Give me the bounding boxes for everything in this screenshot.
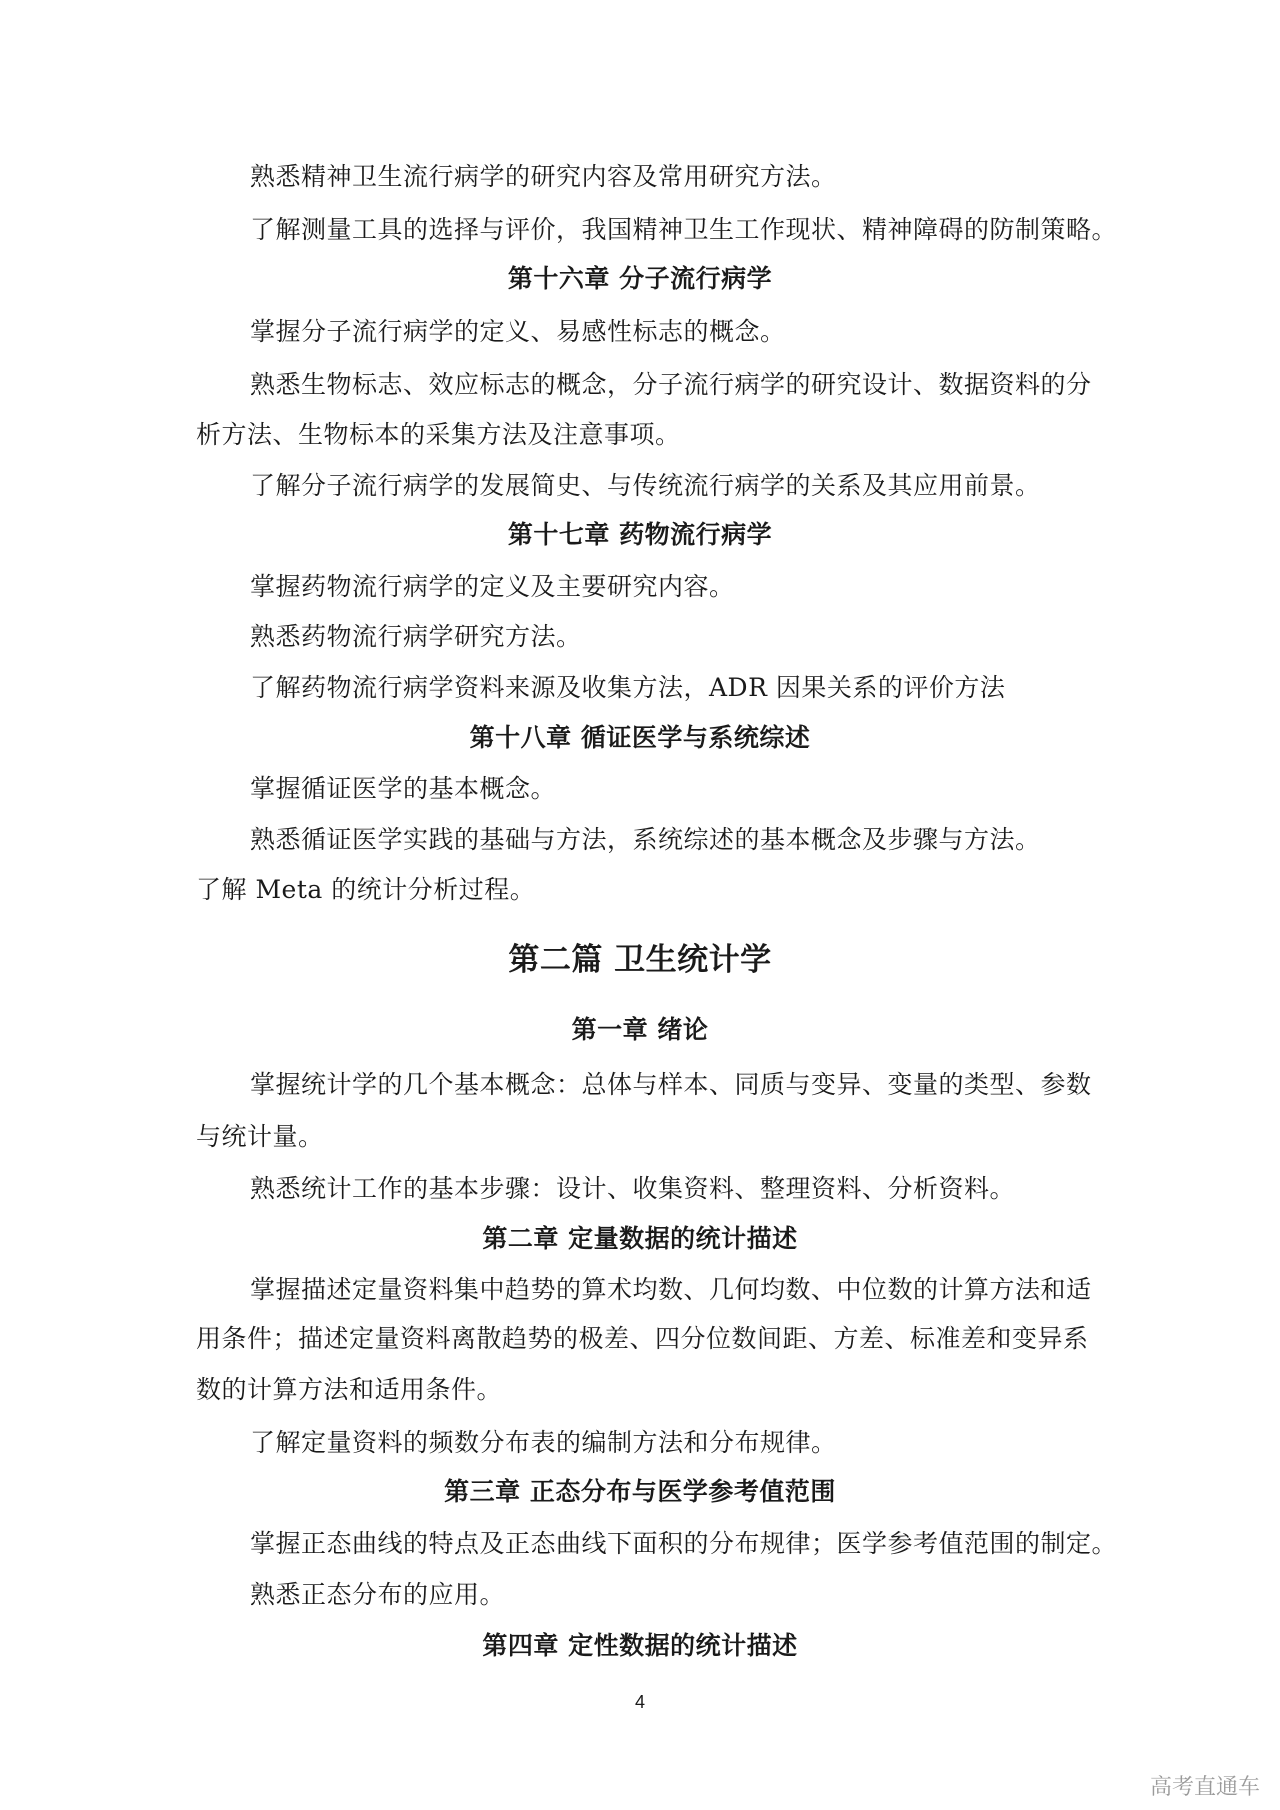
paragraph-line: 析方法、生物标本的采集方法及注意事项。 — [196, 420, 681, 449]
chapter-heading: 第十六章 分子流行病学 — [507, 264, 773, 293]
watermark-text: 高考直通车 — [1149, 1775, 1260, 1800]
paragraph-line: 了解测量工具的选择与评价，我国精神卫生工作现状、精神障碍的防制策略。 — [250, 215, 1118, 244]
chapter-heading: 第十七章 药物流行病学 — [507, 520, 773, 549]
paragraph-line: 熟悉生物标志、效应标志的概念，分子流行病学的研究设计、数据资料的分 — [250, 370, 1092, 399]
paragraph-line: 了解 Meta 的统计分析过程。 — [196, 875, 536, 904]
paragraph-line: 熟悉药物流行病学研究方法。 — [250, 622, 582, 651]
paragraph-line: 掌握统计学的几个基本概念：总体与样本、同质与变异、变量的类型、参数 — [250, 1070, 1092, 1099]
paragraph-line: 用条件；描述定量资料离散趋势的极差、四分位数间距、方差、标准差和变异系 — [196, 1324, 1089, 1353]
paragraph-line: 熟悉统计工作的基本步骤：设计、收集资料、整理资料、分析资料。 — [250, 1174, 1016, 1203]
paragraph-line: 掌握正态曲线的特点及正态曲线下面积的分布规律；医学参考值范围的制定。 — [250, 1529, 1118, 1558]
paragraph-line: 掌握描述定量资料集中趋势的算术均数、几何均数、中位数的计算方法和适 — [250, 1275, 1092, 1304]
paragraph-line: 熟悉循证医学实践的基础与方法，系统综述的基本概念及步骤与方法。 — [250, 825, 1041, 854]
paragraph-line: 熟悉正态分布的应用。 — [250, 1580, 506, 1609]
part-title: 第二篇 卫生统计学 — [508, 942, 772, 978]
paragraph-line: 掌握循证医学的基本概念。 — [250, 774, 557, 803]
paragraph-line: 与统计量。 — [196, 1122, 324, 1151]
paragraph-line: 掌握药物流行病学的定义及主要研究内容。 — [250, 572, 735, 601]
paragraph-line: 数的计算方法和适用条件。 — [196, 1375, 503, 1404]
chapter-heading: 第四章 定性数据的统计描述 — [482, 1631, 798, 1660]
paragraph-line: 掌握分子流行病学的定义、易感性标志的概念。 — [250, 317, 786, 346]
chapter-heading: 第十八章 循证医学与系统综述 — [469, 723, 811, 752]
page-number: 4 — [634, 1692, 645, 1712]
chapter-heading: 第一章 绪论 — [571, 1015, 709, 1044]
paragraph-line: 了解分子流行病学的发展简史、与传统流行病学的关系及其应用前景。 — [250, 471, 1041, 500]
paragraph-line: 熟悉精神卫生流行病学的研究内容及常用研究方法。 — [250, 162, 837, 191]
chapter-heading: 第三章 正态分布与医学参考值范围 — [444, 1477, 836, 1506]
paragraph-line: 了解药物流行病学资料来源及收集方法，ADR 因果关系的评价方法 — [250, 673, 1006, 702]
paragraph-line: 了解定量资料的频数分布表的编制方法和分布规律。 — [250, 1428, 837, 1457]
chapter-heading: 第二章 定量数据的统计描述 — [482, 1224, 798, 1253]
